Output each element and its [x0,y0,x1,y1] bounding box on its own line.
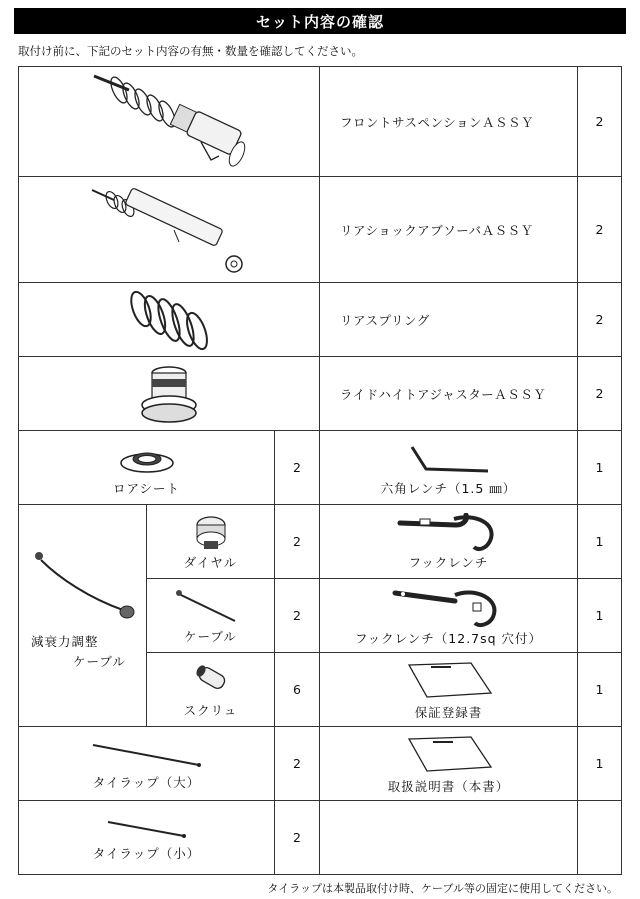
table-row [19,283,622,357]
lower-seat-icon [117,439,177,479]
tie-wrap-large-icon [87,737,207,773]
tie-wrap-large-cell [19,727,275,801]
hook-wrench-hole-qty: 1 [578,579,622,653]
rear-shock-qty: 2 [578,177,622,283]
front-suspension-name: フロントサスペンションＡＳＳＹ [320,67,578,177]
ride-height-adjuster-qty: 2 [578,357,622,431]
manual-qty: 1 [578,727,622,801]
damping-cable-icon [29,548,139,628]
manual-name: 取扱説明書（本書） [387,778,510,794]
table-row [19,67,622,177]
front-suspension-illustration [19,67,320,177]
table-row [19,801,622,875]
dial-name: ダイヤル [183,554,238,570]
manual-icon [399,733,499,777]
warranty-name: 保証登録書 [414,704,483,720]
lower-seat-name: ロアシート [112,480,180,496]
lower-seat-cell [19,431,275,505]
rear-shock-name: リアショックアブソーバＡＳＳＹ [320,177,578,283]
hook-wrench-hole-name: フックレンチ（12.7sq 穴付） [354,630,543,646]
tie-wrap-small-icon [102,814,192,844]
ride-height-adjuster-name: ライドハイトアジャスターＡＳＳＹ [320,357,578,431]
manual-cell [320,727,578,801]
rear-spring-icon [119,287,219,353]
table-row [19,505,622,579]
dial-qty: 2 [275,505,320,579]
hex-wrench-cell [320,431,578,505]
screw-qty: 6 [275,653,320,727]
table-row [19,431,622,505]
rear-shock-icon [84,182,254,278]
hex-wrench-name: 六角レンチ（1.5 ㎜） [380,480,517,496]
front-suspension-icon [89,68,249,176]
front-suspension-qty: 2 [578,67,622,177]
table-row [19,727,622,801]
page-title: セット内容の確認 [14,8,626,34]
damping-cable-label-line2: ケーブル [73,653,126,669]
tie-wrap-small-cell [19,801,275,875]
rear-spring-name: リアスプリング [320,283,578,357]
tie-wrap-small-name: タイラップ（小） [92,845,201,861]
rear-spring-illustration [19,283,320,357]
hook-wrench-name: フックレンチ [408,554,489,570]
rear-shock-illustration [19,177,320,283]
screw-icon [191,661,231,701]
kit-contents-table [18,66,622,875]
dial-cell [147,505,275,579]
hook-wrench-qty: 1 [578,505,622,579]
footnote-text: タイラップは本製品取付け時、ケーブル等の固定に使用してください。 [267,882,618,895]
cable-icon [171,587,251,627]
dial-icon [191,513,231,553]
table-row [19,177,622,283]
hex-wrench-qty: 1 [578,431,622,505]
ride-height-adjuster-illustration [19,357,320,431]
tie-wrap-large-name: タイラップ（大） [92,774,201,790]
tie-wrap-small-qty: 2 [275,801,320,875]
cable-name: ケーブル [184,628,237,644]
screw-cell [147,653,275,727]
ride-height-adjuster-icon [134,361,204,427]
tie-wrap-large-qty: 2 [275,727,320,801]
damping-cable-label-line1: 減衰力調整 [31,633,99,649]
warranty-cell [320,653,578,727]
screw-name: スクリュ [183,702,238,718]
hex-wrench-icon [404,439,494,479]
hook-wrench-cell [320,505,578,579]
cable-qty: 2 [275,579,320,653]
empty-cell [320,801,578,875]
warranty-qty: 1 [578,653,622,727]
cable-cell [147,579,275,653]
table-row [19,357,622,431]
warranty-icon [399,659,499,703]
hook-wrench-icon [394,513,504,553]
rear-spring-qty: 2 [578,283,622,357]
hook-wrench-hole-icon [389,585,509,629]
lower-seat-qty: 2 [275,431,320,505]
hook-wrench-hole-cell [320,579,578,653]
empty-qty-cell [578,801,622,875]
damping-cable-group-cell [19,505,147,727]
instruction-text: 取付け前に、下記のセット内容の有無・数量を確認してください。 [18,44,363,58]
